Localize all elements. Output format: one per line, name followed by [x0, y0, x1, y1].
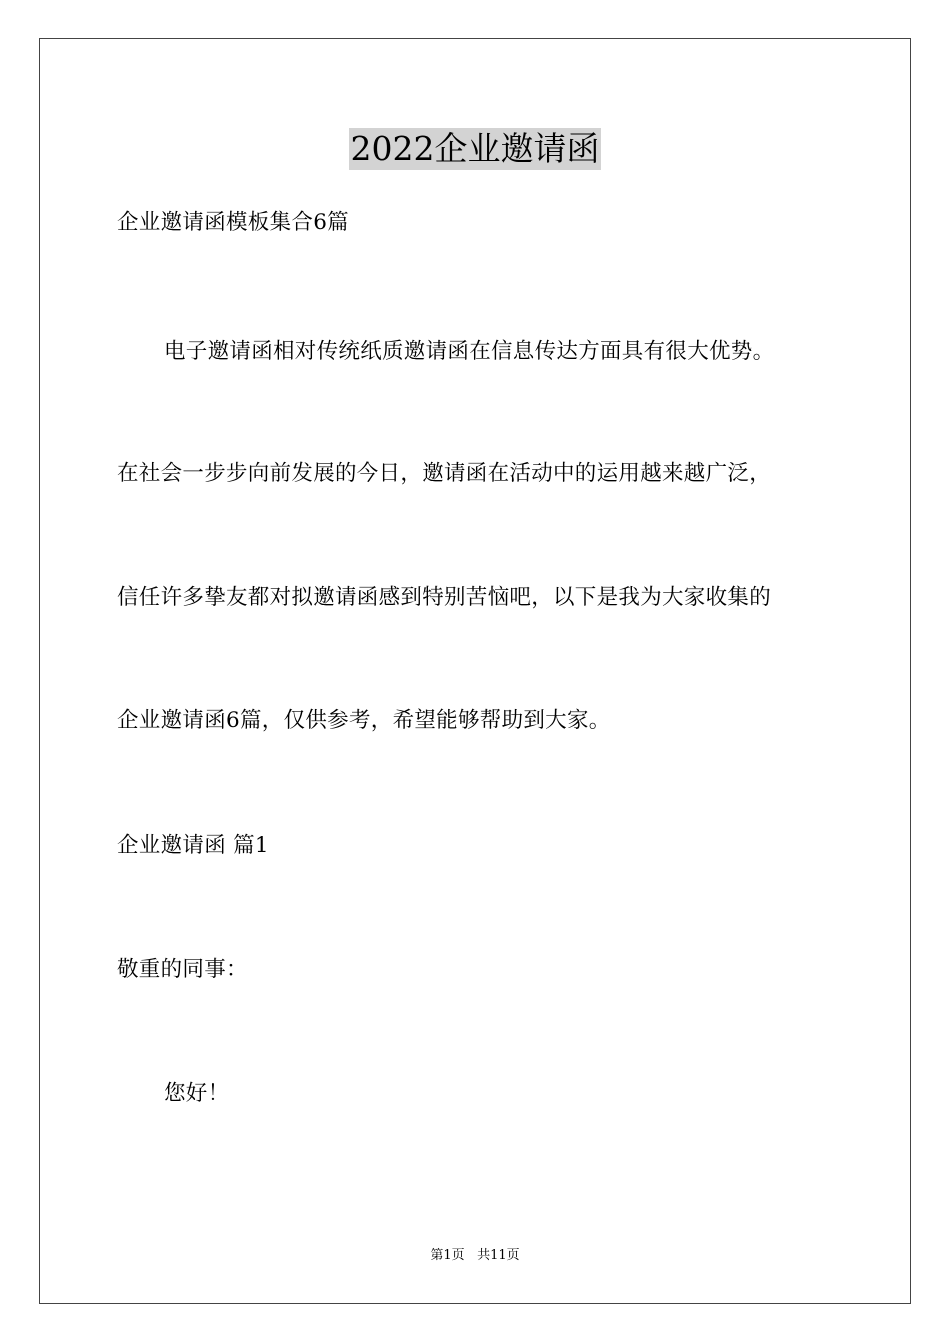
page-footer — [0, 1247, 950, 1265]
salutation: 敬重的同事： — [117, 957, 248, 982]
page-total: 共11页 — [477, 1248, 520, 1263]
paragraph-line-3: 信任许多挚友都对拟邀请函感到特别苦恼吧，以下是我为大家收集的 — [117, 585, 772, 610]
page-number: 第1页 — [430, 1248, 465, 1263]
title-container — [0, 128, 950, 170]
greeting: 您好！ — [164, 1081, 230, 1106]
document-title: 2022企业邀请函 — [350, 129, 600, 168]
paragraph-line-2: 在社会一步步向前发展的今日，邀请函在活动中的运用越来越广泛， — [117, 461, 772, 486]
paragraph-line-1: 电子邀请函相对传统纸质邀请函在信息传达方面具有很大优势。 — [164, 339, 775, 364]
paragraph-line-4: 企业邀请函6篇，仅供参考，希望能够帮助到大家。 — [117, 708, 611, 733]
section-heading: 企业邀请函 篇1 — [117, 833, 269, 858]
document-subtitle: 企业邀请函模板集合6篇 — [117, 210, 349, 235]
